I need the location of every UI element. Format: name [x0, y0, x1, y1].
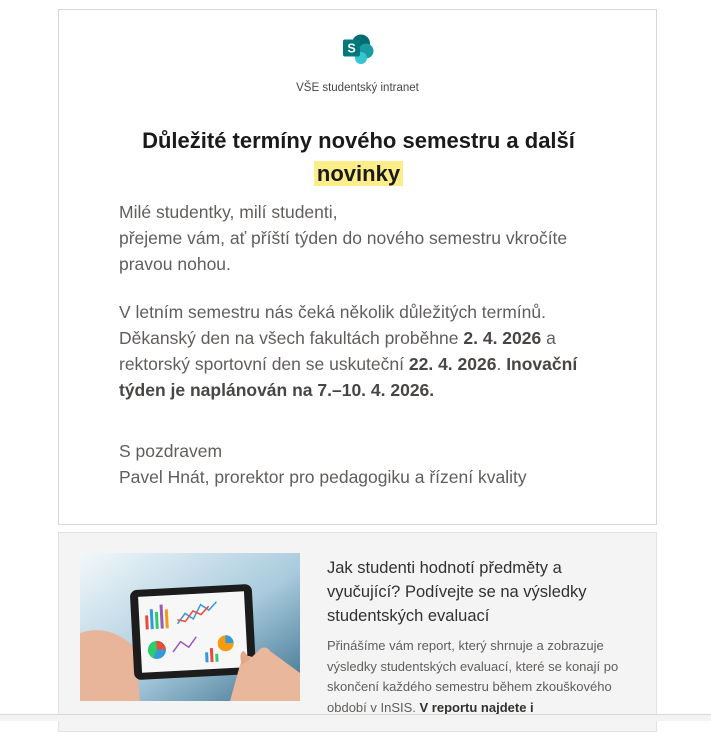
terms-paragraph — [119, 325, 609, 403]
tablet-chart-image — [80, 553, 300, 701]
news-item[interactable] — [58, 532, 657, 732]
site-name[interactable]: VŠE studentský intranet — [296, 82, 419, 94]
news-title[interactable]: Jak studenti hodnotí předměty a vyučující? Podívejte se na výsledky studentských evaluací — [327, 559, 587, 625]
logo-letter: S — [347, 41, 356, 56]
newsletter-card — [58, 9, 657, 525]
news-desc-bold: V reportu najdete i — [419, 699, 534, 715]
innovation-week-text: Inovační týden je naplánován na 7.–10. 4. 2026. — [119, 354, 578, 400]
article-headline[interactable] — [99, 124, 618, 190]
news-description — [327, 636, 642, 718]
greeting-line: Milé studentky, milí studenti, — [119, 202, 338, 222]
greeting-wish: přejeme vám, ať příští týden do nového semestru vkročíte pravou nohou. — [119, 228, 568, 274]
terms-text-1: Děkanský den na všech fakultách proběhne — [119, 328, 464, 348]
news-desc-text: Přinášíme vám report, který shrnuje a zobrazuje výsledky studentských evaluací, které se konají po skončení každého semestru během zkouškového období v InSIS. — [327, 638, 619, 715]
signoff: S pozdravem — [119, 441, 223, 461]
news-thumbnail[interactable] — [80, 553, 300, 701]
headline-highlight: novinky — [314, 161, 403, 186]
terms-text-3: . — [496, 354, 507, 374]
headline-text: Důležité termíny nového semestru a další — [142, 128, 575, 153]
sharepoint-logo-icon — [342, 34, 374, 64]
signature: Pavel Hnát, prorektor pro pedagogiku a řízení kvality — [119, 467, 527, 487]
article-body — [119, 199, 609, 490]
terms-intro: V letním semestru nás čeká několik důležitých termínů. — [119, 302, 546, 322]
terms-text-2: a rektorský sportovní den se uskuteční — [119, 328, 556, 374]
date-sports-day: 22. 4. 2026 — [408, 354, 497, 374]
date-deans-day: 2. 4. 2026 — [463, 328, 542, 348]
